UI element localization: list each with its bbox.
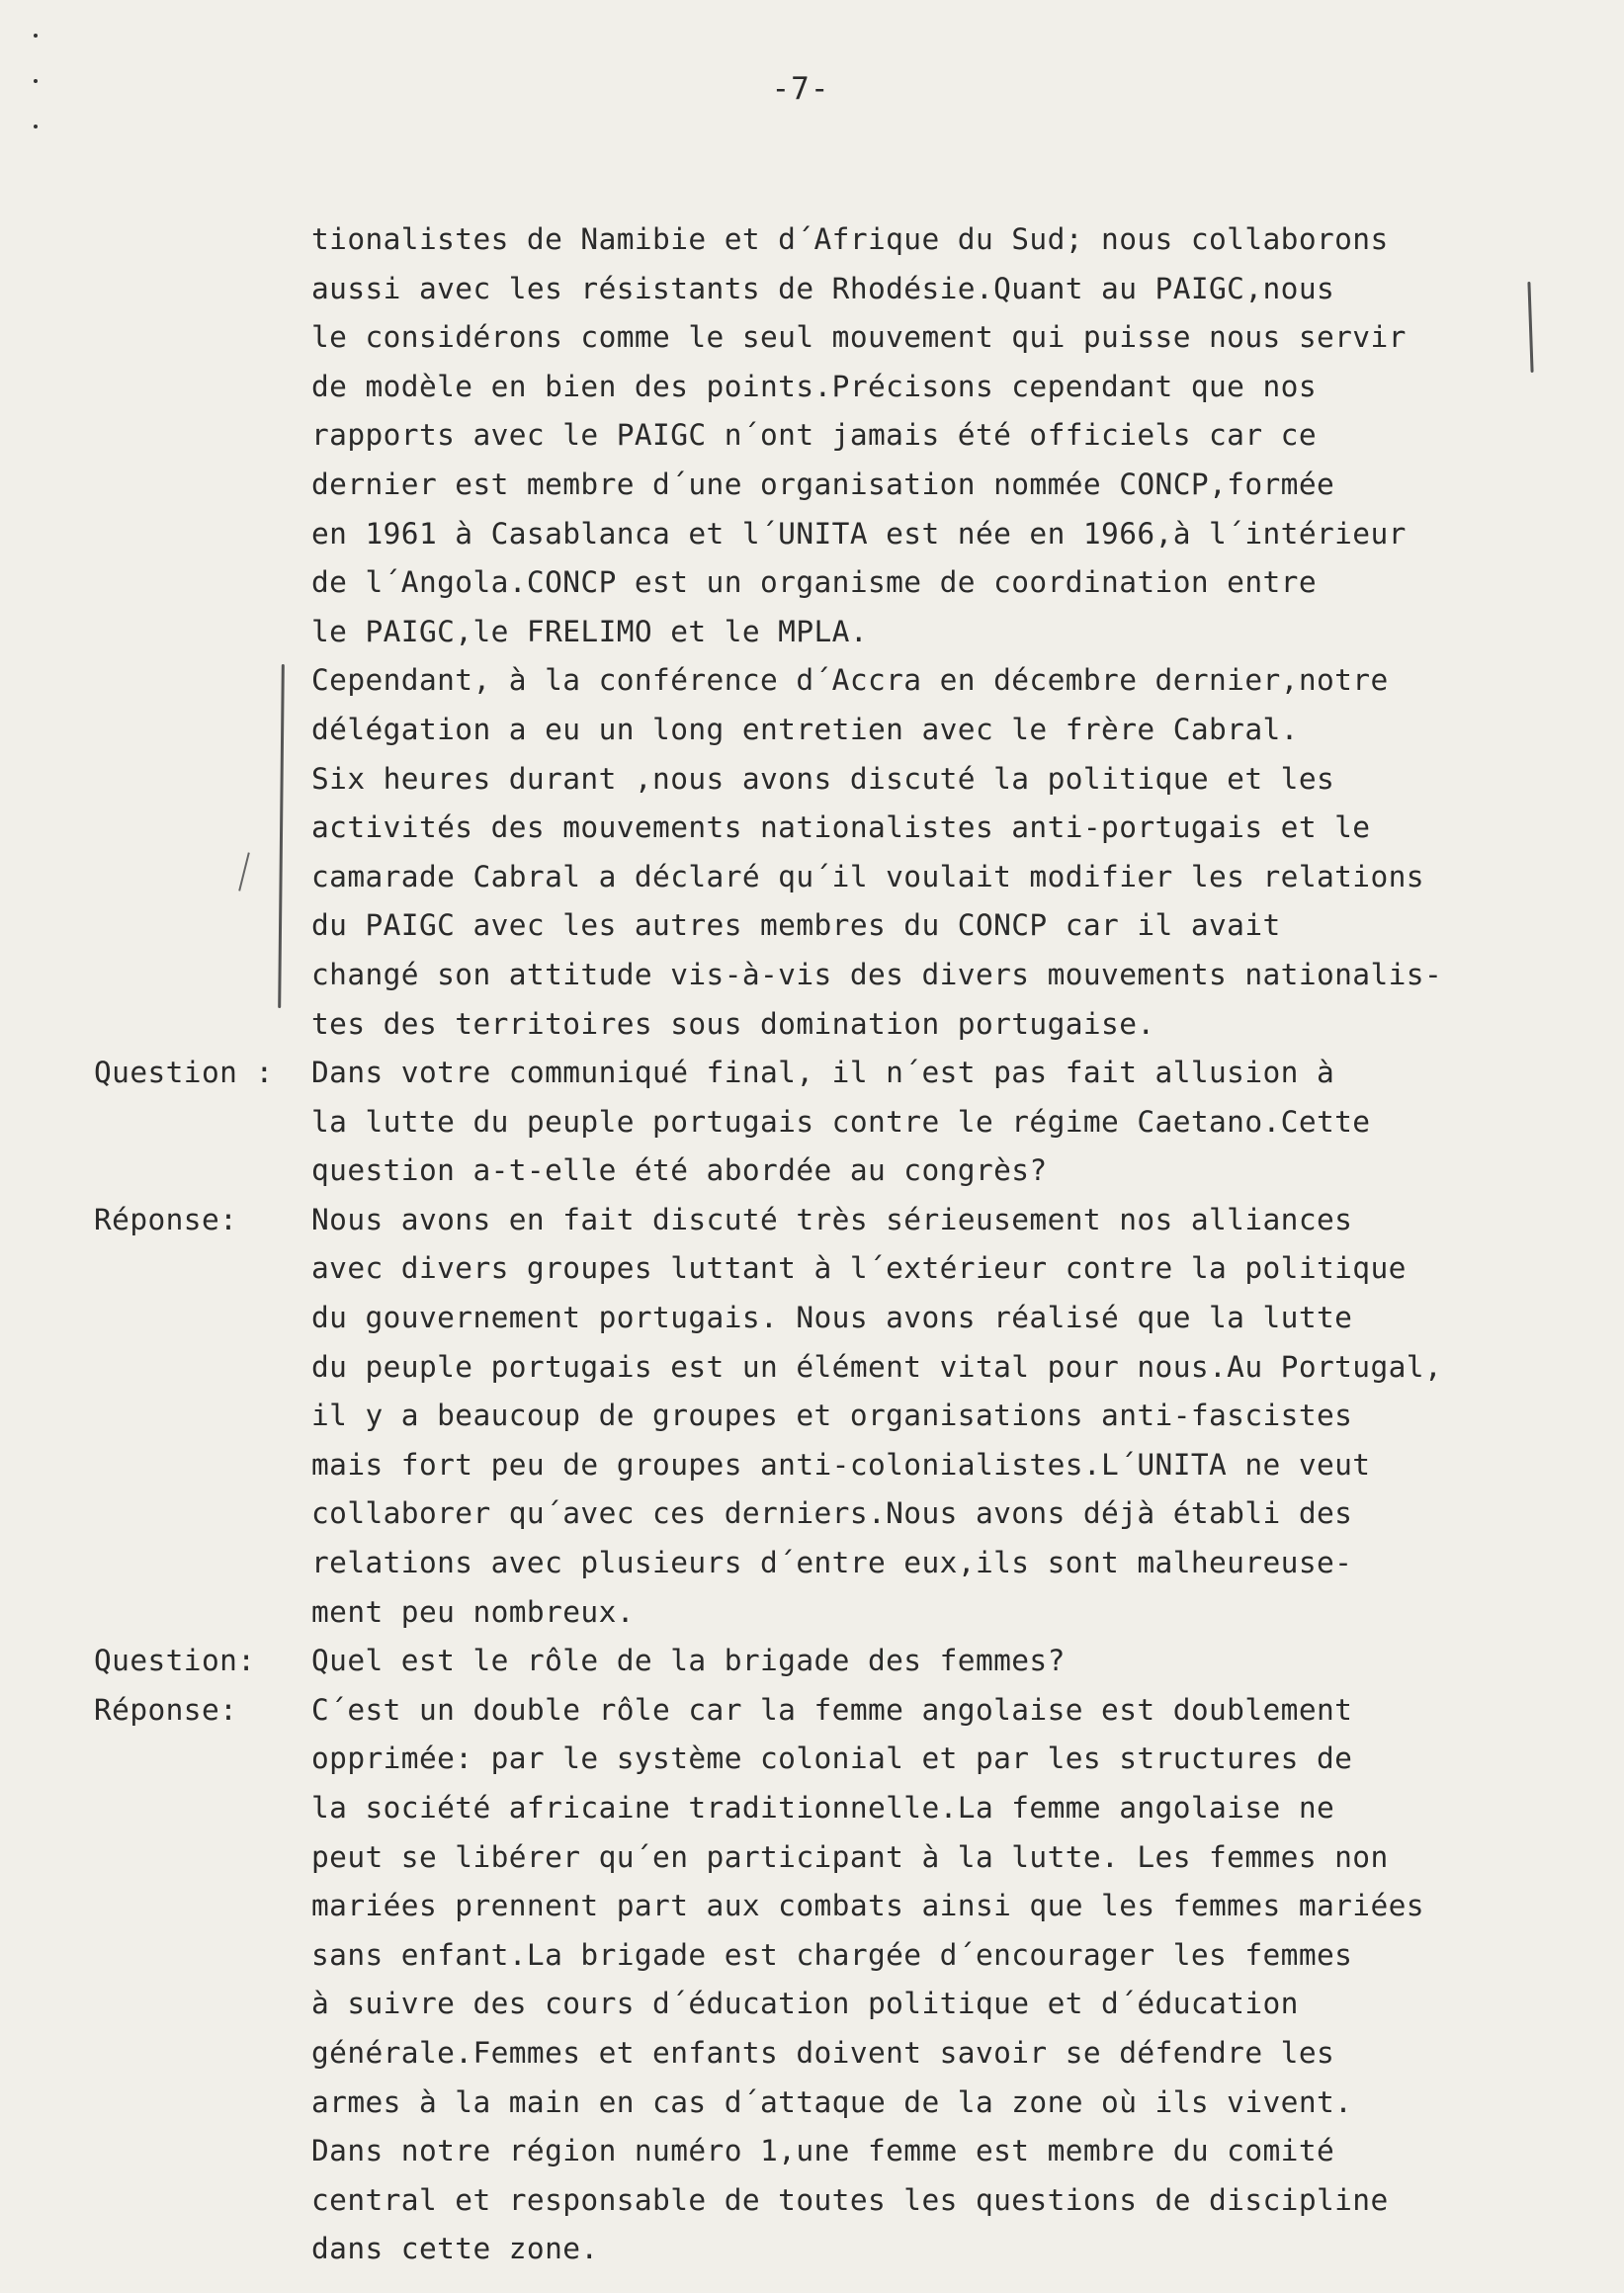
text-line [94,901,1596,951]
text-line [94,1980,1596,2029]
line-text: de l´Angola.CONCP est un organisme de coordination entre [311,565,1317,600]
line-text: opprimée: par le système colonial et par les structures de [311,1741,1353,1776]
text-line [94,1489,1596,1539]
line-text: mais fort peu de groupes anti-colonialistes.L´UNITA ne veut [311,1447,1371,1482]
line-text: C´est un double rôle car la femme angolaise est doublement [311,1692,1353,1727]
line-text: rapports avec le PAIGC n´ont jamais été officiels car ce [311,418,1317,453]
text-line [94,1686,1596,1736]
text-line [94,215,1596,265]
text-line [94,1539,1596,1588]
margin-dot [34,125,38,128]
text-line [94,313,1596,363]
page-number: -7- [771,71,830,107]
text-line [94,853,1596,902]
line-text: question a-t-elle été abordée au congrès? [311,1153,1048,1188]
text-line [94,1882,1596,1931]
line-text: la société africaine traditionnelle.La femme angolaise ne [311,1791,1335,1825]
line-text: relations avec plusieurs d´entre eux,ils sont malheureuse- [311,1546,1353,1580]
line-label: Réponse: [94,1202,238,1236]
text-line [94,1049,1596,1098]
line-text: du peuple portugais est un élément vital pour nous.Au Portugal, [311,1349,1443,1384]
line-text: Quel est le rôle de la brigade des femmes? [311,1644,1066,1678]
line-text: armes à la main en cas d´attaque de la zone où ils vivent. [311,2084,1353,2119]
text-line [94,1784,1596,1833]
line-text: avec divers groupes luttant à l´extérieur contre la politique [311,1251,1407,1286]
line-text: camarade Cabral a déclaré qu´il voulait modifier les relations [311,859,1424,893]
margin-dots [34,34,38,170]
text-line [94,461,1596,510]
line-text: du PAIGC avec les autres membres du CONCP car il avait [311,908,1281,943]
line-text: activités des mouvements nationalistes anti-portugais et le [311,810,1371,845]
line-text: mariées prennent part aux combats ainsi que les femmes mariées [311,1889,1424,1923]
margin-dot [34,34,38,38]
line-text: le considérons comme le seul mouvement qui puisse nous servir [311,320,1407,355]
text-line [94,706,1596,755]
typed-text-body [94,215,1596,2274]
line-label: Question: [94,1644,256,1678]
line-text: sans enfant.La brigade est chargée d´encourager les femmes [311,1937,1353,1972]
text-line [94,1931,1596,1981]
line-text: du gouvernement portugais. Nous avons réalisé que la lutte [311,1301,1353,1335]
line-text: dernier est membre d´une organisation nommée CONCP,formée [311,467,1335,501]
line-text: le PAIGC,le FRELIMO et le MPLA. [311,614,868,648]
line-text: il y a beaucoup de groupes et organisations anti-fascistes [311,1399,1353,1433]
text-line [94,804,1596,853]
text-line [94,510,1596,559]
text-line [94,2029,1596,2079]
line-text: de modèle en bien des points.Précisons cependant que nos [311,369,1317,403]
text-line [94,1294,1596,1343]
text-line [94,1098,1596,1147]
text-line [94,2079,1596,2128]
line-text: dans cette zone. [311,2232,599,2266]
line-label: Réponse: [94,1692,238,1727]
text-line [94,265,1596,314]
line-text: générale.Femmes et enfants doivent savoir se défendre les [311,2035,1335,2070]
text-line [94,2225,1596,2274]
line-text: tes des territoires sous domination portugaise. [311,1006,1155,1041]
line-text: Cependant, à la conférence d´Accra en décembre dernier,notre [311,663,1389,698]
text-line [94,1392,1596,1441]
text-line [94,1637,1596,1686]
text-line [94,558,1596,608]
text-line [94,1833,1596,1883]
text-line [94,1146,1596,1196]
text-line [94,1000,1596,1050]
line-text: aussi avec les résistants de Rhodésie.Quant au PAIGC,nous [311,271,1335,305]
text-line [94,1441,1596,1490]
text-line [94,608,1596,657]
line-text: en 1961 à Casablanca et l´UNITA est née en 1966,à l´intérieur [311,516,1407,551]
text-line [94,755,1596,805]
line-text: central et responsable de toutes les questions de discipline [311,2182,1389,2217]
text-line [94,1588,1596,1638]
line-text: Dans notre région numéro 1,une femme est membre du comité [311,2134,1335,2168]
text-line [94,2127,1596,2176]
line-text: Nous avons en fait discuté très sérieusement nos alliances [311,1202,1353,1236]
line-text: peut se libérer qu´en participant à la lutte. Les femmes non [311,1839,1389,1874]
text-line [94,1244,1596,1294]
line-text: la lutte du peuple portugais contre le régime Caetano.Cette [311,1104,1371,1139]
line-text: Dans votre communiqué final, il n´est pas fait allusion à [311,1056,1335,1090]
margin-dot [34,79,38,83]
line-text: ment peu nombreux. [311,1594,635,1629]
text-line [94,1343,1596,1393]
text-line [94,1735,1596,1784]
line-text: Six heures durant ,nous avons discuté la politique et les [311,761,1335,796]
line-text: délégation a eu un long entretien avec le frère Cabral. [311,712,1299,746]
line-text: collaborer qu´avec ces derniers.Nous avons déjà établi des [311,1496,1353,1531]
line-text: tionalistes de Namibie et d´Afrique du Sud; nous collaborons [311,222,1389,256]
text-line [94,951,1596,1000]
text-line [94,656,1596,706]
line-text: à suivre des cours d´éducation politique et d´éducation [311,1987,1299,2021]
text-line [94,363,1596,412]
text-line [94,2176,1596,2226]
text-line [94,411,1596,461]
text-line [94,1196,1596,1245]
line-text: changé son attitude vis-à-vis des divers mouvements nationalis- [311,957,1443,991]
line-label: Question : [94,1056,274,1090]
